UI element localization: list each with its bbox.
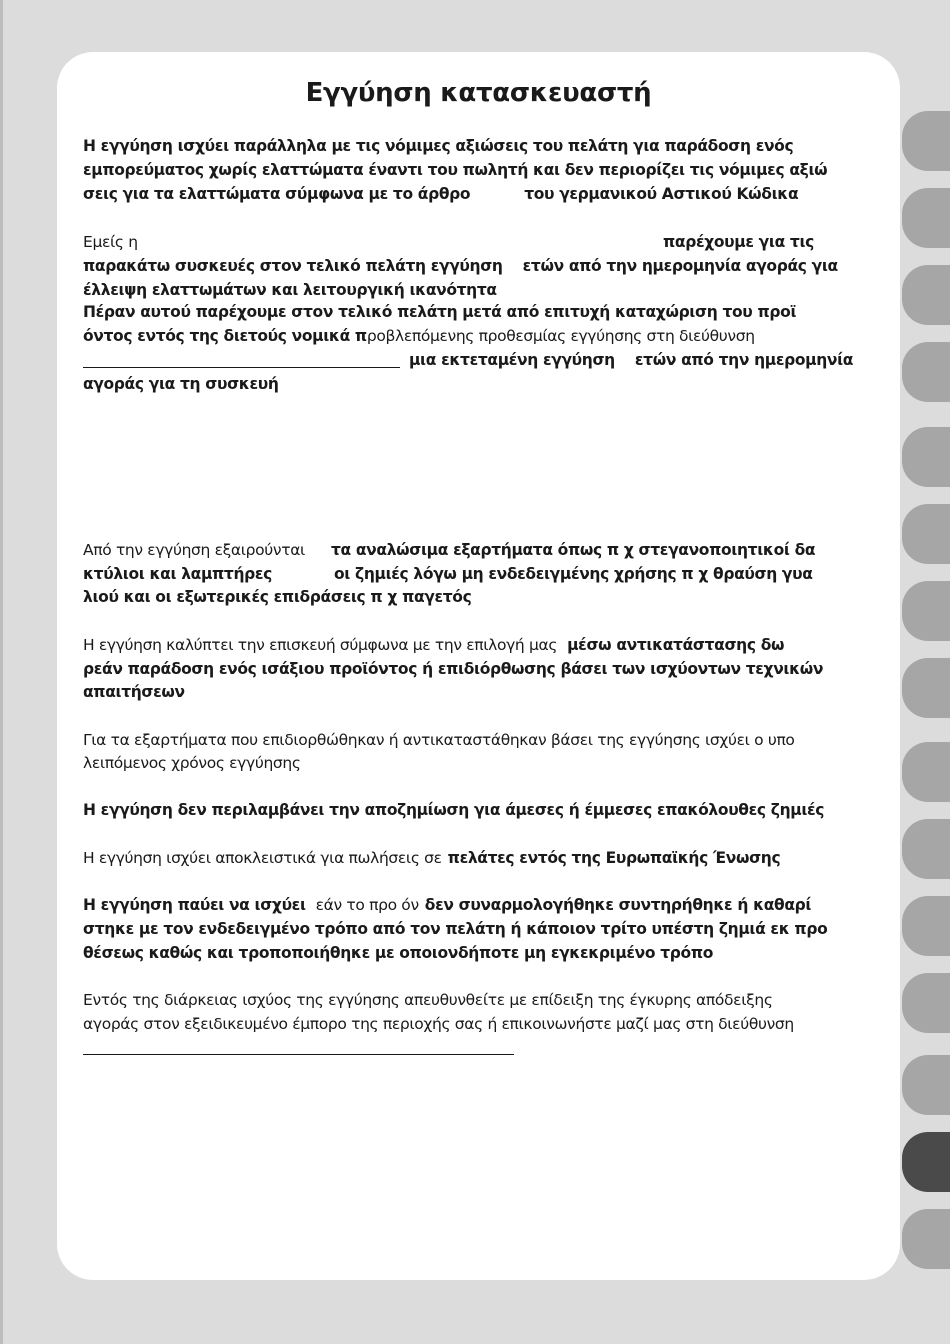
p9-line-1: Εντός της διάρκειας ισχύος της εγγύησης απευθυνθείτε με επίδειξη της έγκυρης απόδειξης [83, 991, 773, 1009]
p2-line-5-start: όντος εντός της διετούς νομικά π [83, 327, 367, 345]
p8-line-1-start: Η εγγύηση παύει να ισχύει [83, 896, 306, 914]
chapter-tab-6[interactable] [902, 504, 950, 564]
p1-line-3-start: σεις για τα ελαττώματα σύμφωνα με το άρθρο [83, 185, 471, 203]
p5-line-1: Για τα εξαρτήματα που επιδιορθώθηκαν ή αντικαταστάθηκαν βάσει της εγγύησης ισχύει ο υπο [83, 731, 795, 749]
contact-address-underline [83, 1054, 514, 1055]
chapter-tabs [902, 0, 950, 1344]
p8-line-1-end: δεν συναρμολογήθηκε συντηρήθηκε ή καθαρί [424, 896, 812, 914]
p2-line-6 [409, 350, 853, 370]
chapter-tab-1[interactable] [902, 111, 950, 171]
p3-line-2-start: κτύλιοι και λαμπτήρες [83, 565, 273, 583]
chapter-tab-15[interactable] [902, 1209, 950, 1269]
chapter-tab-5[interactable] [902, 427, 950, 487]
p2-line-3: έλλειψη ελαττωμάτων και λειτουργική ικανότητα [83, 281, 497, 299]
p2-line-2 [83, 256, 838, 276]
chapter-tab-3[interactable] [902, 265, 950, 325]
chapter-tab-9[interactable] [902, 742, 950, 802]
chapter-tab-14-active[interactable] [902, 1132, 950, 1192]
p5-line-2: λειπόμενος χρόνος εγγύησης [83, 754, 301, 772]
p2-line-6-end: ετών από την ημερομηνία [634, 351, 854, 369]
p1-line-2: εμπορεύματος χωρίς ελαττώματα έναντι του πωλητή και δεν περιορίζει τις νόμιμες αξιώ [83, 161, 828, 179]
p1-line-1: Η εγγύηση ισχύει παράλληλα με τις νόμιμες αξιώσεις του πελάτη για παράδοση ενός [83, 137, 794, 155]
p7-line-1 [83, 848, 780, 868]
left-edge-strip [0, 0, 3, 1344]
chapter-tab-10[interactable] [902, 819, 950, 879]
p8-line-3: θέσεως καθώς και τροποποιήθηκε με οποιονδήποτε μη εγκεκριμένο τρόπο [83, 944, 714, 962]
chapter-tab-7[interactable] [902, 581, 950, 641]
p3-line-3: λιού και οι εξωτερικές επιδράσεις π χ παγετός [83, 588, 472, 606]
p8-line-1-middle: εάν το προ όν [315, 896, 419, 914]
p2-line-6-start: μια εκτεταμένη εγγύηση [409, 351, 615, 369]
p3-line-1-end: τα αναλώσιμα εξαρτήματα όπως π χ στεγανοποιητικοί δα [331, 541, 816, 559]
chapter-tab-11[interactable] [902, 896, 950, 956]
p2-line-5-end: ροβλεπόμενης προθεσμίας εγγύησης στη διεύθυνση [366, 327, 755, 345]
chapter-tab-8[interactable] [902, 658, 950, 718]
p2-line-1-end: παρέχουμε για τις [663, 233, 814, 251]
p1-line-3 [83, 184, 798, 204]
p4-line-1-start: Η εγγύηση καλύπτει την επισκευή σύμφωνα με την επιλογή μας [83, 636, 558, 654]
p2-line-7: αγοράς για τη συσκευή [83, 375, 279, 393]
p2-line-2-start: παρακάτω συσκευές στον τελικό πελάτη εγγύηση [83, 257, 503, 275]
chapter-tab-4[interactable] [902, 342, 950, 402]
p2-line-1-start: Εμείς η [83, 233, 138, 251]
p2-line-5 [83, 326, 755, 346]
p3-line-1-start: Από την εγγύηση εξαιρούνται [83, 541, 305, 559]
chapter-tab-13[interactable] [902, 1055, 950, 1115]
p9-line-2: αγοράς στον εξειδικευμένο έμπορο της περιοχής σας ή επικοινωνήστε μαζί μας στη διεύθυνση [83, 1015, 794, 1033]
p4-line-1 [83, 635, 784, 655]
p7-line-1-start: Η εγγύηση ισχύει αποκλειστικά για πωλήσεις σε [83, 849, 442, 867]
page-title: Εγγύηση κατασκευαστή [305, 78, 652, 108]
p6-line-1: Η εγγύηση δεν περιλαμβάνει την αποζημίωση για άμεσες ή έμμεσες επακόλουθες ζημιές [83, 801, 825, 819]
p8-line-1 [83, 895, 811, 915]
p4-line-1-end: μέσω αντικατάστασης δω [567, 636, 785, 654]
chapter-tab-2[interactable] [902, 188, 950, 248]
chapter-tab-12[interactable] [902, 973, 950, 1033]
p7-line-1-end: πελάτες εντός της Ευρωπαϊκής Ένωσης [447, 849, 781, 867]
p4-line-3: απαιτήσεων [83, 683, 185, 701]
p3-line-2-end: οι ζημιές λόγω μη ενδεδειγμένης χρήσης π χ θραύση γυα [334, 565, 813, 583]
p8-line-2: στηκε με τον ενδεδειγμένο τρόπο από τον πελάτη ή κάποιον τρίτο υπέστη ζημιά εκ προ [83, 920, 828, 938]
p2-line-2-end: ετών από την ημερομηνία αγοράς για [522, 257, 838, 275]
address-underline [83, 367, 400, 368]
p1-line-3-end: του γερμανικού Αστικού Κώδικα [524, 185, 799, 203]
p2-line-4: Πέραν αυτού παρέχουμε στον τελικό πελάτη μετά από επιτυχή καταχώριση του προϊ [83, 303, 797, 321]
p4-line-2: ρεάν παράδοση ενός ισάξιου προϊόντος ή επιδιόρθωσης βάσει των ισχύοντων τεχνικών [83, 660, 824, 678]
